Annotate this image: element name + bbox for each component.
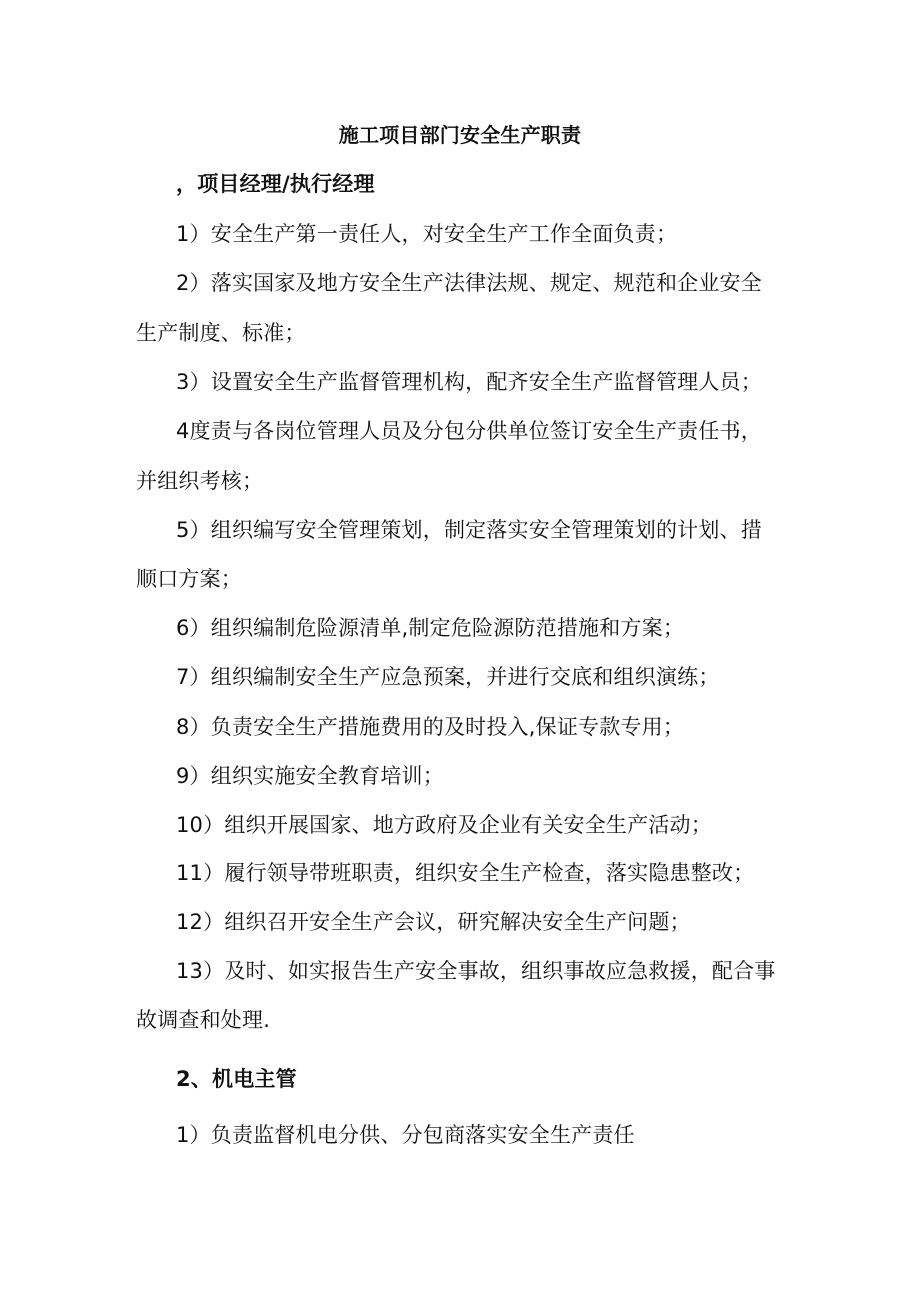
paragraph-line: 3）设置安全生产监督管理机构，配齐安全生产监督管理人员； [176,370,762,394]
paragraph-line: 8）负责安全生产措施费用的及时投入,保证专款专用； [176,715,685,739]
paragraph-line: 1）负责监督机电分供、分包商落实安全生产责任 [176,1123,635,1147]
paragraph-line-continuation: 生产制度、标准； [136,321,306,345]
paragraph-line-continuation: 并组织考核； [136,469,264,493]
section-heading-project-manager: ，项目经理/执行经理 [176,172,375,196]
document-title: 施工项目部门安全生产职责 [338,123,582,147]
paragraph-line-continuation: 顺口方案； [136,567,242,591]
paragraph-line: 11）履行领导带班职责，组织安全生产检查，落实隐患整改； [176,861,755,885]
paragraph-line: 4度责与各岗位管理人员及分包分供单位签订安全生产责任书， [176,419,762,443]
paragraph-line: 9）组织实施安全教育培训； [176,764,444,788]
section-heading-electromechanical: 2、机电主管 [176,1067,297,1091]
paragraph-line: 2）落实国家及地方安全生产法律法规、规定、规范和企业安全 [176,271,762,295]
paragraph-line: 1）安全生产第一责任人，对安全生产工作全面负责； [176,222,678,246]
paragraph-line: 7）组织编制安全生产应急预案，并进行交底和组织演练； [176,665,720,689]
paragraph-line: 5）组织编写安全管理策划，制定落实安全管理策划的计划、措 [176,518,762,542]
paragraph-line: 13）及时、如实报告生产安全事故，组织事故应急救援，配合事 [176,959,776,983]
paragraph-line-continuation: 故调查和处理. [136,1008,271,1032]
paragraph-line: 10）组织开展国家、地方政府及企业有关安全生产活动； [176,813,712,837]
paragraph-line: 6）组织编制危险源清单,制定危险源防范措施和方案； [176,616,685,640]
paragraph-line: 12）组织召开安全生产会议，研究解决安全生产问题； [176,910,691,934]
